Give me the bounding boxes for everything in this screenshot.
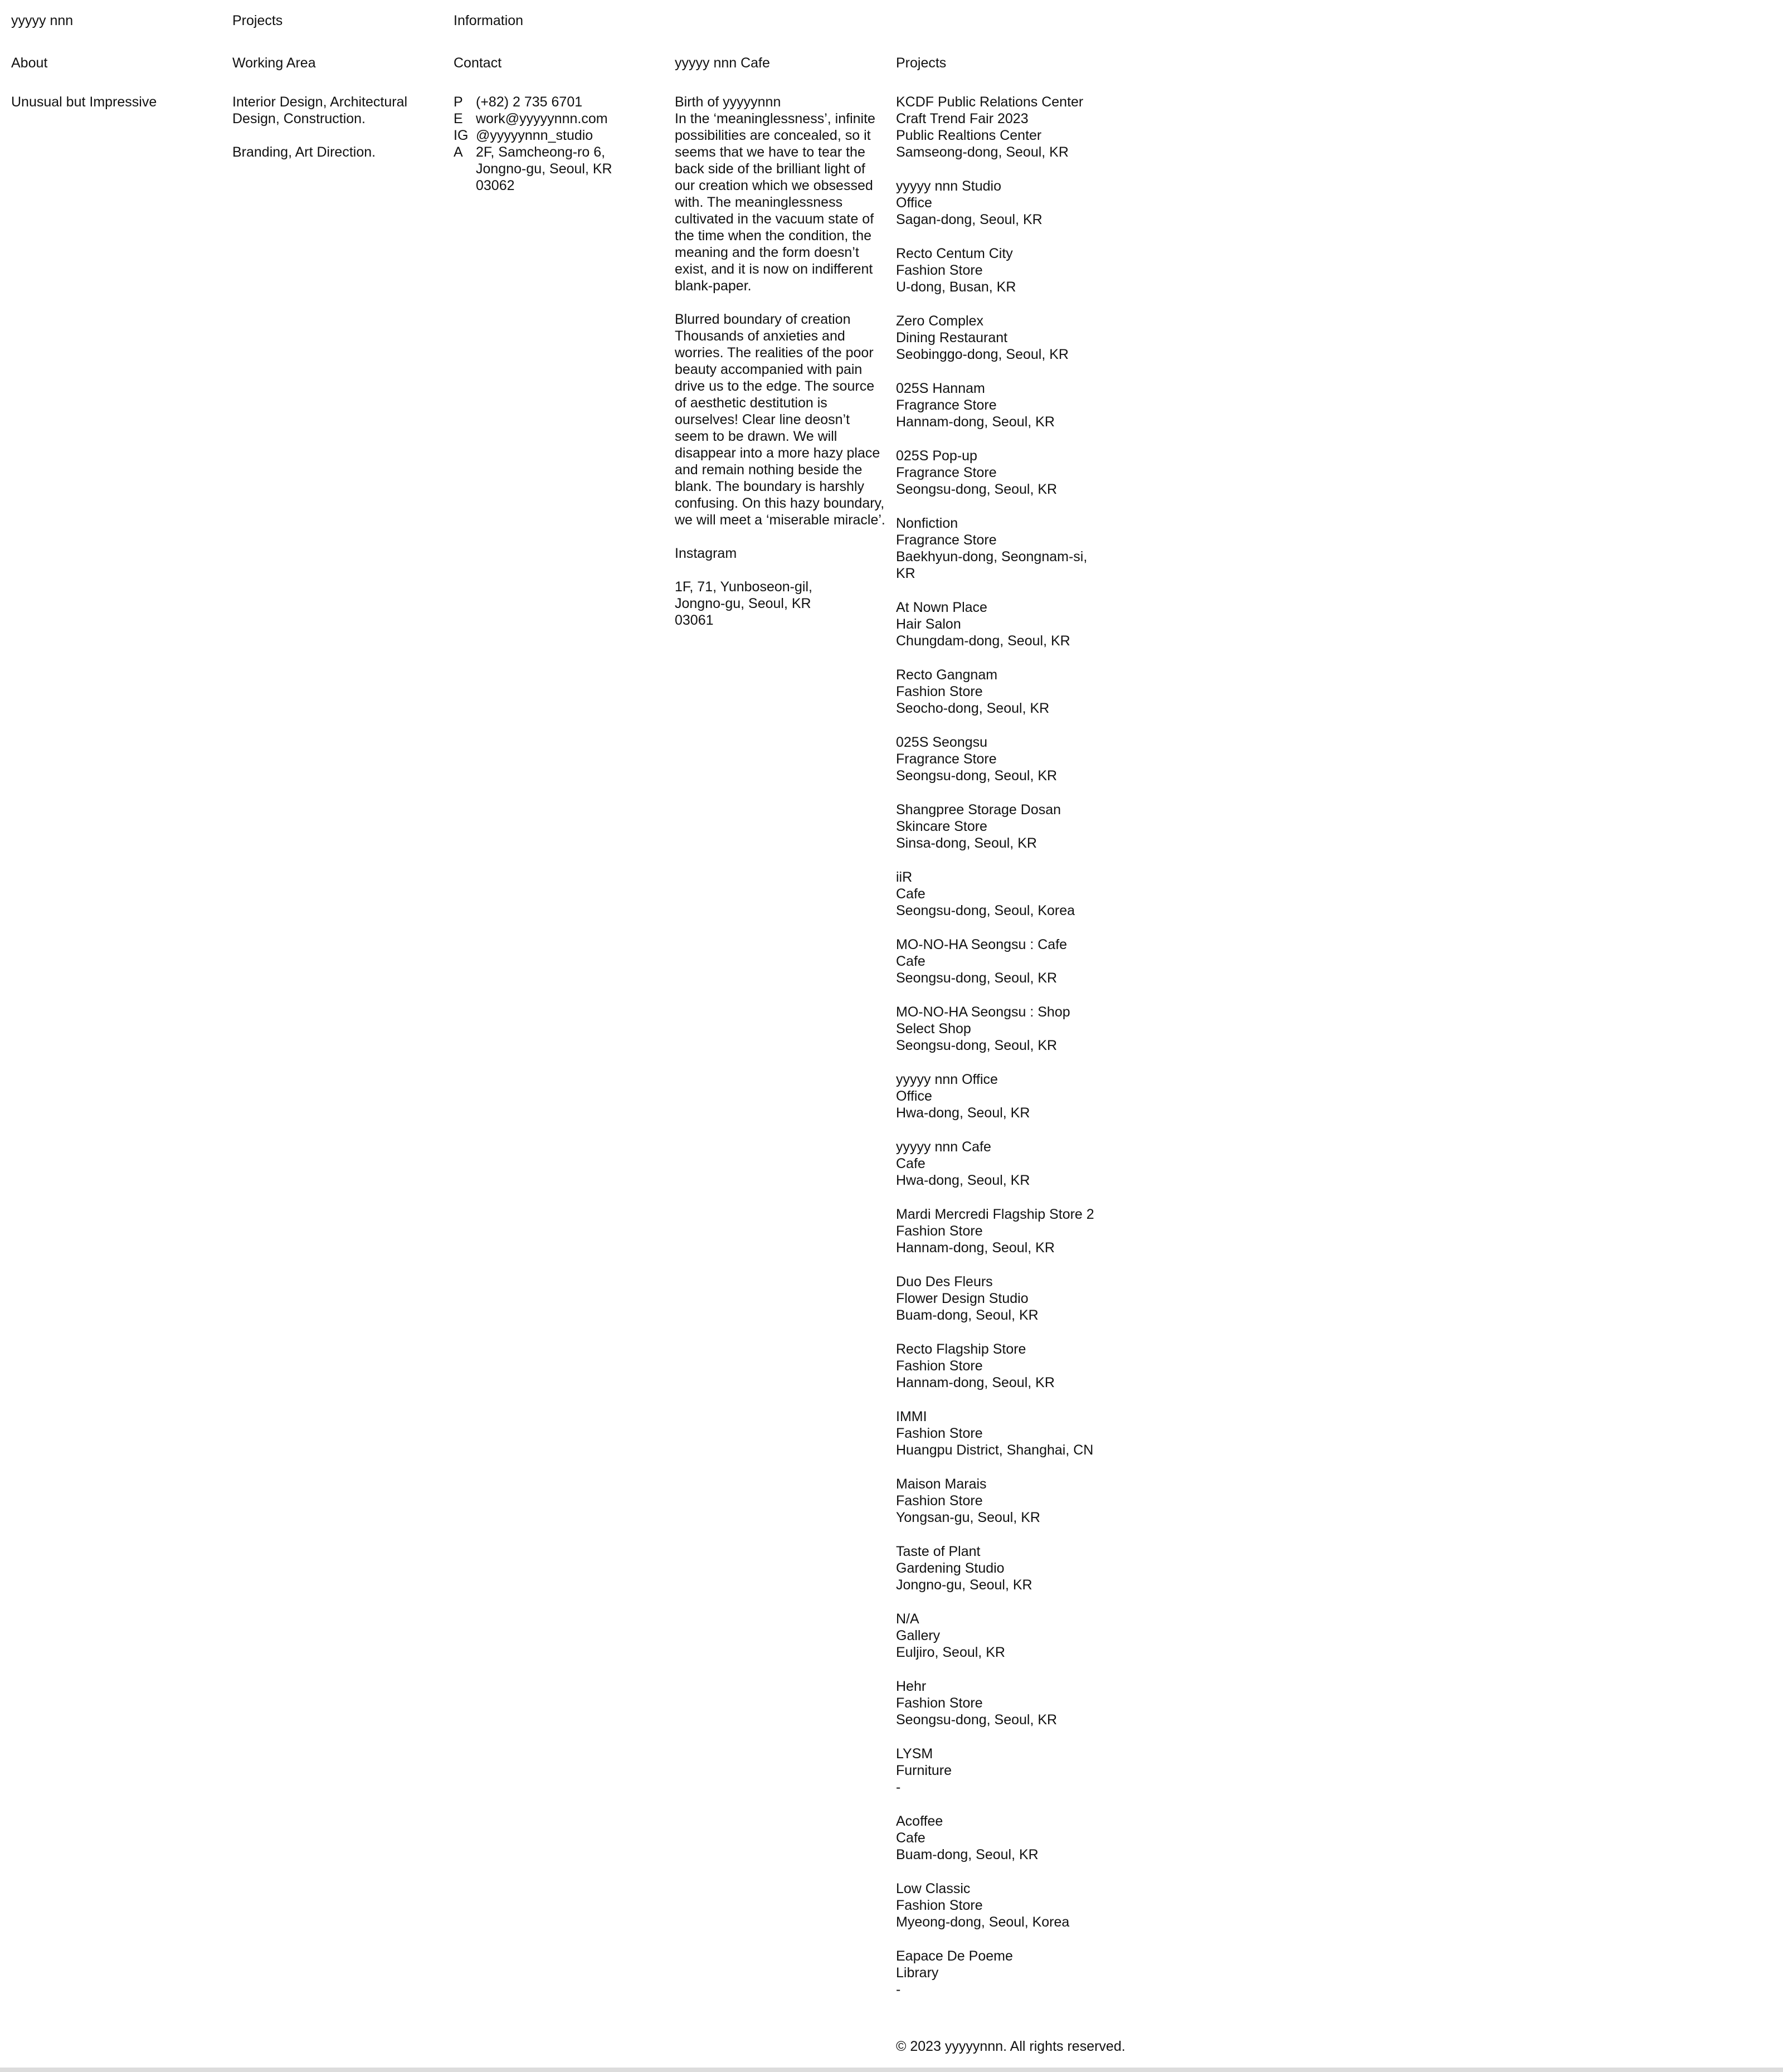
project-location: Yongsan-gu, Seoul, KR [896,1510,1040,1525]
project-location: Huangpu District, Shanghai, CN [896,1442,1094,1458]
cafe-heading: yyyyy nnn Cafe [675,55,770,71]
project-location: Seongsu-dong, Seoul, KR [896,1712,1058,1728]
project-list-item[interactable] [896,1813,1108,1863]
nav-information-link[interactable]: Information [454,13,524,28]
contact-phone-key: P [454,94,463,110]
project-type: Fragrance Store [896,397,997,413]
project-list-item[interactable] [896,313,1108,363]
project-location: Hannam-dong, Seoul, KR [896,1240,1055,1256]
project-name: Shangpree Storage Dosan [896,802,1061,818]
projects-heading: Projects [896,55,947,71]
project-location: - [896,1779,901,1795]
project-location: Seobinggo-dong, Seoul, KR [896,347,1069,362]
project-name: Recto Centum City [896,246,1013,261]
project-location: Seocho-dong, Seoul, KR [896,701,1050,716]
cafe-section [675,55,886,629]
contact-address-key: A [454,144,463,160]
project-list-item[interactable] [896,734,1108,784]
project-name: Maison Marais [896,1476,987,1492]
project-list-item[interactable] [896,1880,1108,1930]
project-type: Fragrance Store [896,532,997,548]
about-section [11,55,223,110]
project-list-item[interactable] [896,1611,1108,1661]
project-list-item[interactable] [896,1004,1108,1054]
project-list-item[interactable] [896,1948,1108,1998]
project-location: Seongsu-dong, Seoul, KR [896,970,1058,986]
project-list-item[interactable] [896,667,1108,717]
project-location: Buam-dong, Seoul, KR [896,1847,1039,1862]
project-name: 025S Seongsu [896,735,988,750]
cafe-boundary-title: Blurred boundary of creation [675,312,851,327]
working-area-section [232,55,422,160]
project-name: Eapace De Poeme [896,1948,1013,1964]
project-list-item[interactable] [896,178,1108,228]
project-type: Fashion Store [896,684,983,699]
project-type: Fashion Store [896,1695,983,1711]
cafe-address-line: 1F, 71, Yunboseon-gil, [675,579,812,595]
project-list-item[interactable] [896,1745,1108,1796]
project-list-item[interactable] [896,1476,1108,1526]
project-location: Seongsu-dong, Seoul, KR [896,481,1058,497]
project-list-item[interactable] [896,1408,1108,1458]
project-name: yyyyy nnn Studio [896,178,1001,194]
contact-address [476,144,665,194]
contact-email-key: E [454,111,463,127]
project-type: Office [896,1088,932,1104]
project-name: Nonfiction [896,515,958,531]
project-location: Chungdam-dong, Seoul, KR [896,633,1070,649]
project-name: Taste of Plant [896,1544,981,1559]
project-type: Library [896,1965,939,1981]
project-type: Skincare Store [896,819,987,834]
project-location: Hannam-dong, Seoul, KR [896,1375,1055,1390]
project-type: Public Realtions Center [896,128,1042,143]
project-name: N/A [896,1611,919,1627]
contact-address-row [454,144,665,194]
project-type: Cafe [896,954,925,969]
project-type: Fashion Store [896,262,983,278]
project-type: Fragrance Store [896,751,997,767]
contact-instagram-link[interactable]: @yyyyynnn_studio [476,128,593,143]
project-name: 025S Pop-up [896,448,977,464]
project-name: yyyyy nnn Cafe [896,1139,991,1155]
cafe-address-line: 03061 [675,612,714,628]
contact-email-row [454,110,665,127]
project-list-item[interactable] [896,1139,1108,1189]
project-list-item[interactable] [896,245,1108,295]
project-type: Cafe [896,1156,925,1171]
project-type: Flower Design Studio [896,1291,1029,1306]
project-name: IMMI [896,1409,927,1424]
project-list-item[interactable] [896,1206,1108,1256]
project-location: Hwa-dong, Seoul, KR [896,1105,1030,1121]
project-type: Fashion Store [896,1358,983,1374]
working-area-heading: Working Area [232,55,316,71]
project-list-item[interactable] [896,94,1108,160]
project-type: Fragrance Store [896,465,997,480]
project-list-item[interactable] [896,448,1108,498]
project-name: Zero Complex [896,313,983,329]
project-type: Gardening Studio [896,1560,1005,1576]
project-type: Fashion Store [896,1898,983,1913]
project-location: Myeong-dong, Seoul, Korea [896,1914,1070,1930]
contact-address-line: 2F, Samcheong-ro 6, [476,144,606,160]
project-name: Recto Gangnam [896,667,998,683]
project-list-item[interactable] [896,1273,1108,1324]
project-list-item[interactable] [896,599,1108,649]
project-location: Hannam-dong, Seoul, KR [896,414,1055,430]
contact-address-line: Jongno-gu, Seoul, KR [476,161,612,177]
about-heading: About [11,55,48,71]
project-name: Low Classic [896,1881,971,1896]
copyright: © 2023 yyyyynnn. All rights reserved. [896,2039,1126,2054]
project-name: yyyyy nnn Office [896,1072,998,1087]
project-location: Euljiro, Seoul, KR [896,1645,1005,1660]
project-list-item[interactable] [896,515,1108,582]
project-name: Mardi Mercredi Flagship Store 2 [896,1207,1094,1222]
cafe-boundary-text: Thousands of anxieties and worries. The realities of the poor beauty accompanied with pain drive us to the edge. The source of aesthetic destitution is ourselves! Clear line deosn’t seem to be drawn. We will disappear into a more hazy place and remain nothing beside the blank. The boundary is harshly confusing. On this hazy boundary, we will meet a ‘miserable miracle’. [675,328,885,528]
contact-section [454,55,665,194]
page-bottom-divider [0,2068,1783,2072]
project-list-item[interactable] [896,936,1108,986]
project-name: Acoffee [896,1813,943,1829]
project-location: Seongsu-dong, Seoul, KR [896,768,1058,784]
project-location: Seongsu-dong, Seoul, KR [896,1038,1058,1053]
project-list-item[interactable] [896,1071,1108,1121]
project-type: Cafe [896,1830,925,1846]
contact-phone-link[interactable]: (+82) 2 735 6701 [476,94,583,110]
project-type: Fashion Store [896,1426,983,1441]
project-list-item[interactable] [896,801,1108,852]
project-location: Seongsu-dong, Seoul, Korea [896,903,1075,918]
contact-heading: Contact [454,55,502,71]
project-name: LYSM [896,1746,933,1762]
project-location: U-dong, Busan, KR [896,279,1016,295]
cafe-instagram-link[interactable]: Instagram [675,546,737,561]
working-area-branding: Branding, Art Direction. [232,144,376,160]
project-type: Cafe [896,886,925,902]
project-name: Duo Des Fleurs [896,1274,993,1290]
project-list-item[interactable] [896,1543,1108,1593]
project-name: 025S Hannam [896,381,985,396]
project-location: Sinsa-dong, Seoul, KR [896,835,1037,851]
project-type: Furniture [896,1763,952,1778]
contact-email-link[interactable]: work@yyyyynnn.com [476,111,608,127]
project-location: Jongno-gu, Seoul, KR [896,1577,1032,1593]
project-location: Sagan-dong, Seoul, KR [896,212,1042,227]
project-name: MO-NO-HA Seongsu : Cafe [896,937,1068,952]
cafe-address [675,578,886,629]
project-location: - [896,1982,901,1997]
top-nav [0,12,1783,29]
cafe-address-line: Jongno-gu, Seoul, KR [675,596,811,611]
project-location: Buam-dong, Seoul, KR [896,1307,1039,1323]
cafe-birth-title: Birth of yyyyynnn [675,94,781,110]
project-list-item[interactable] [896,1678,1108,1728]
project-list-item[interactable] [896,380,1108,430]
contact-address-line: 03062 [476,178,515,193]
about-tagline: Unusual but Impressive [11,94,157,110]
project-name: Hehr [896,1679,927,1694]
nav-projects-link[interactable]: Projects [232,13,283,28]
project-list-item[interactable] [896,869,1108,919]
contact-phone-row [454,94,665,110]
project-name: MO-NO-HA Seongsu : Shop [896,1004,1070,1020]
project-name: KCDF Public Relations Center Craft Trend Fair 2023 [896,94,1084,127]
project-type: Office [896,195,932,211]
project-location: Baekhyun-dong, Seongnam-si, KR [896,549,1088,581]
project-location: Hwa-dong, Seoul, KR [896,1173,1030,1188]
project-type: Gallery [896,1628,941,1643]
projects-section [896,55,1108,2015]
project-type: Dining Restaurant [896,330,1008,346]
project-type: Fashion Store [896,1223,983,1239]
cafe-birth-text: In the ‘meaninglessness’, infinite possibilities are concealed, so it seems that we have to tear the back side of the brilliant light of our creation which we obsessed with. The meaninglessness cultivated in the vacuum state of the time when the condition, the meaning and the form doesn’t exist, and it is now on indifferent blank-paper. [675,111,875,294]
project-name: iiR [896,869,913,885]
project-name: Recto Flagship Store [896,1341,1026,1357]
project-type: Hair Salon [896,616,961,632]
project-list-item[interactable] [896,1341,1108,1391]
contact-instagram-row [454,127,665,144]
project-list [896,94,1108,1998]
project-type: Fashion Store [896,1493,983,1509]
project-type: Select Shop [896,1021,971,1037]
project-location: Samseong-dong, Seoul, KR [896,144,1069,160]
project-name: At Nown Place [896,600,987,615]
working-area-services: Interior Design, Architectural Design, Construction. [232,94,408,127]
brand-link[interactable]: yyyyy nnn [11,13,74,28]
contact-instagram-key: IG [454,128,469,143]
